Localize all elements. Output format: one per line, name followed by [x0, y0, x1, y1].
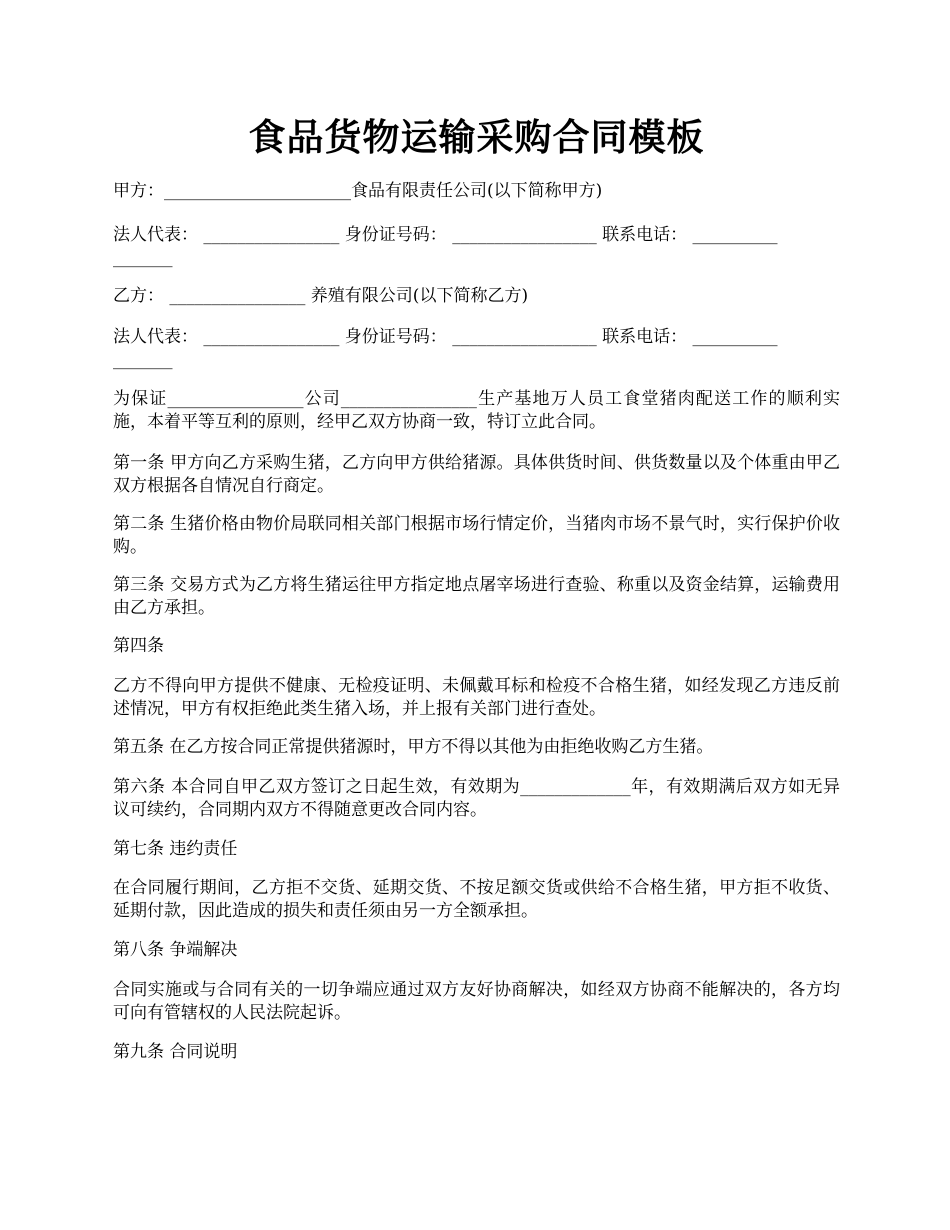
article-8-heading: 第八条 争端解决 — [113, 940, 238, 960]
party-b-line: 乙方： ________________ 养殖有限公司(以下简称乙方) — [113, 286, 529, 306]
party-b-representative-line: 法人代表： ________________ 身份证号码： _________________ 联系电话： __________ — [113, 327, 778, 347]
article-4-heading: 第四条 — [113, 636, 164, 656]
party-b-representative-line-continued: _______ — [113, 350, 173, 370]
preamble-paragraph: 为保证________________公司________________生产基地万人员工食堂猪肉配送工作的顺利实施，本着平等互利的原则，经甲乙双方协商一致，特订立此合同。 — [113, 389, 840, 432]
article-1-paragraph: 第一条 甲方向乙方采购生猪，乙方向甲方供给猪源。具体供货时间、供货数量以及个体重由甲乙双方根据各自情况自行商定。 — [113, 453, 840, 496]
document-title: 食品货物运输采购合同模板 — [248, 115, 705, 159]
article-7-heading: 第七条 违约责任 — [113, 839, 238, 859]
article-2-paragraph: 第二条 生猪价格由物价局联同相关部门根据市场行情定价，当猪肉市场不景气时，实行保护价收购。 — [113, 514, 840, 557]
article-4-paragraph: 乙方不得向甲方提供不健康、无检疫证明、未佩戴耳标和检疫不合格生猪，如经发现乙方违反前述情况，甲方有权拒绝此类生猪入场，并上报有关部门进行查处。 — [113, 676, 840, 719]
article-6-paragraph: 第六条 本合同自甲乙双方签订之日起生效，有效期为_____________年，有效期满后双方如无异议可续约，合同期内双方不得随意更改合同内容。 — [113, 777, 840, 820]
party-a-representative-line-continued: _______ — [113, 248, 173, 268]
article-8-paragraph: 合同实施或与合同有关的一切争端应通过双方友好协商解决，如经双方协商不能解决的，各方均可向有管辖权的人民法院起诉。 — [113, 980, 840, 1023]
article-5-paragraph: 第五条 在乙方按合同正常提供猪源时，甲方不得以其他为由拒绝收购乙方生猪。 — [113, 737, 714, 757]
article-7-paragraph: 在合同履行期间，乙方拒不交货、延期交货、不按足额交货或供给不合格生猪，甲方拒不收货、延期付款，因此造成的损失和责任须由另一方全额承担。 — [113, 878, 840, 921]
article-3-paragraph: 第三条 交易方式为乙方将生猪运往甲方指定地点屠宰场进行查验、称重以及资金结算，运输费用由乙方承担。 — [113, 575, 840, 618]
party-a-representative-line: 法人代表： ________________ 身份证号码： _________________ 联系电话： __________ — [113, 225, 778, 245]
article-9-heading: 第九条 合同说明 — [113, 1042, 238, 1062]
party-a-line: 甲方：______________________食品有限责任公司(以下简称甲方) — [113, 181, 603, 201]
